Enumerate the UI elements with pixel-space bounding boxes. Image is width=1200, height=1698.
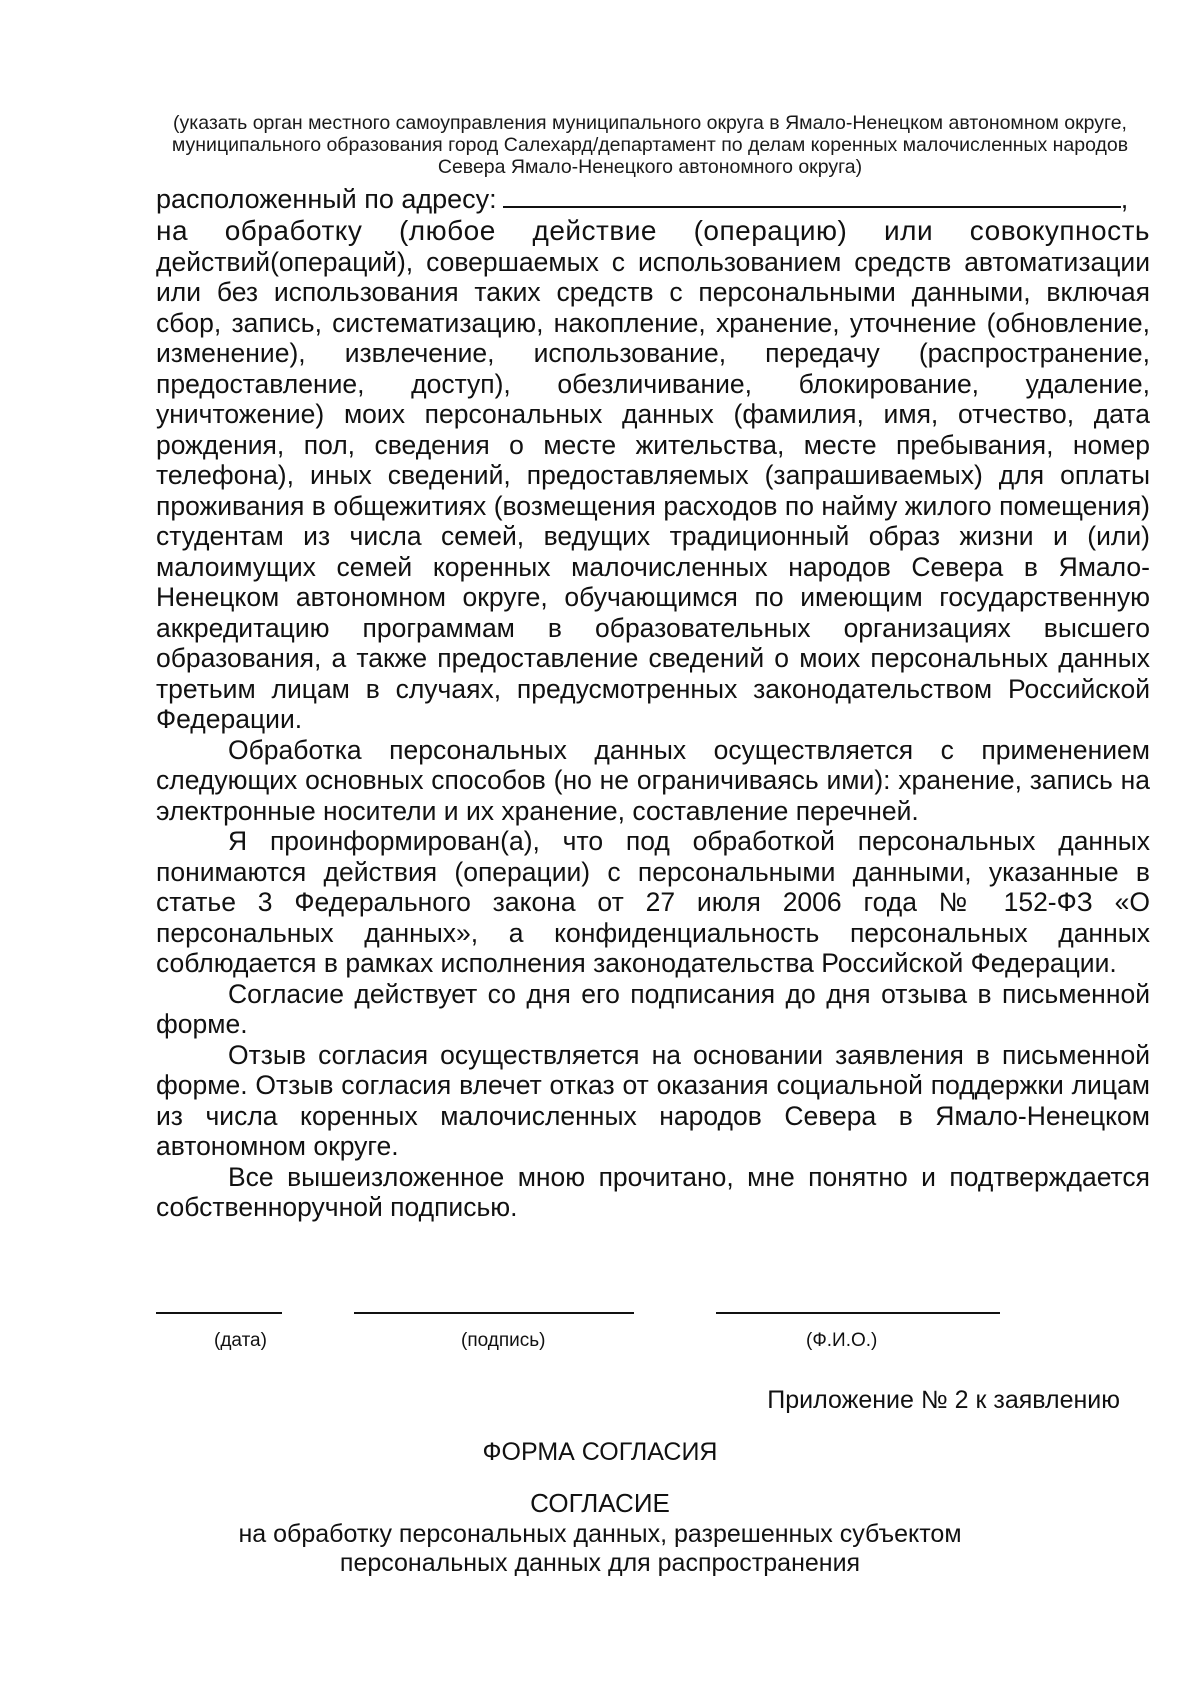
consent-subtitle-line-2: персональных данных для распространения <box>339 1549 861 1577</box>
authority-instruction-note <box>150 112 1150 178</box>
paragraph-withdrawal: Отзыв согласия осуществляется на основании заявления в письменной форме. Отзыв согласия влечет отказ от оказания социальной поддержки лицам из числа коренных малочисленных народов Севера в Ямало-Ненецком автономном округе. <box>156 1039 1150 1161</box>
note-line-2: муниципального образования город Салехард/департамент по делам коренных малочисленных народов <box>171 134 1129 156</box>
paragraph-first-line: на обработку (любое действие (операцию) или совокупность <box>156 215 1150 246</box>
full-name-label: (Ф.И.О.) <box>806 1330 878 1351</box>
date-label: (дата) <box>214 1330 267 1351</box>
paragraph-confirmation: Все вышеизложенное мною прочитано, мне понятно и подтверждается собственноручной подписью. <box>156 1161 1150 1222</box>
paragraph-informed: Я проинформирован(а), что под обработкой персональных данных понимаются действия (операции) с персональными данными, указанные в статье 3 Федерального закона от 27 июля 2006 года № 152-ФЗ «О персональных данных», а конфиденциальность персональных данных соблюдается в рамках исполнения законодательства Российской Федерации. <box>156 826 1150 978</box>
note-line-3: Севера Ямало-Ненецкого автономного округа) <box>437 156 863 178</box>
full-name-field-line[interactable] <box>716 1312 1000 1314</box>
consent-subtitle <box>0 1520 1200 1578</box>
signature-block <box>156 1312 1056 1372</box>
date-field-line[interactable] <box>156 1312 282 1314</box>
address-blank-field[interactable] <box>503 184 1121 208</box>
form-title: ФОРМА СОГЛАСИЯ <box>482 1438 718 1466</box>
address-line <box>156 184 1146 214</box>
consent-subtitle-line-1: на обработку персональных данных, разрешенных субъектом <box>238 1520 962 1548</box>
appendix-caption: Приложение № 2 к заявлению <box>767 1386 1120 1414</box>
paragraph-validity: Согласие действует со дня его подписания до дня отзыва в письменной форме. <box>156 978 1150 1039</box>
paragraph-continuation: действий(операций), совершаемых с использованием средств автоматизации или без использования таких средств с персональными данными, включая сбор, запись, систематизацию, накопление, хранение, уточнение (обновление, изменение), извлечение, использование, передачу (распространение, предоставление, доступ), обезличивание, блокирование, удаление, уничтожение) моих персональных данных (фамилия, имя, отчество, дата рождения, пол, сведения о месте жительства, месте пребывания, номер телефона), иных сведений, предоставляемых (запрашиваемых) для оплаты проживания в общежитиях (возмещения расходов по найму жилого помещения) студентам из числа семей, ведущих традиционный образ жизни и (или) малоимущих семей коренных малочисленных народов Севера в Ямало-Ненецком автономном округе, обучающимся по имеющим государственную аккредитацию программам в образовательных организациях высшего образования, а также предоставление сведений о моих персональных данных третьим лицам в случаях, предусмотренных законодательством Российской Федерации. <box>156 246 1150 734</box>
paragraph-processing-methods: Обработка персональных данных осуществляется с применением следующих основных способов (но не ограничиваясь ими): хранение, запись на электронные носители и их хранение, составление перечней. <box>156 734 1150 826</box>
consent-body <box>156 216 1150 1223</box>
address-label: расположенный по адресу: <box>156 184 497 214</box>
consent-title: СОГЛАСИЕ <box>530 1488 670 1518</box>
signature-label: (подпись) <box>461 1330 546 1351</box>
signature-field-line[interactable] <box>354 1312 634 1314</box>
note-line-1: (указать орган местного самоуправления муниципального округа в Ямало-Ненецком автономном округе, <box>173 112 1127 134</box>
address-suffix: , <box>1120 184 1129 214</box>
paragraph-processing-scope <box>156 216 1150 735</box>
